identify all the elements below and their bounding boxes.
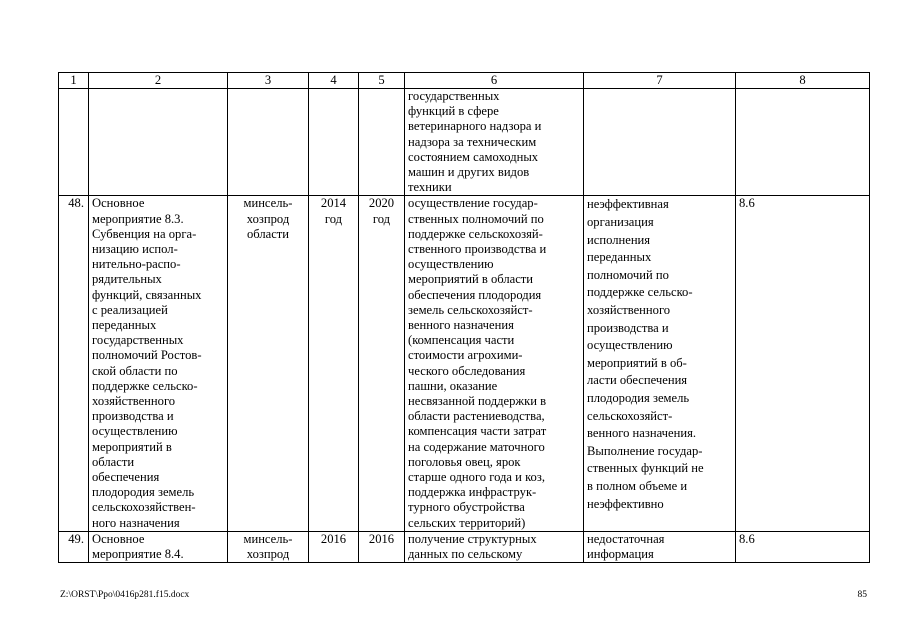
header-cell-4: 4: [309, 73, 359, 89]
header-row: [59, 73, 870, 89]
header-cell-2: 2: [89, 73, 228, 89]
header-cell-8: 8: [736, 73, 870, 89]
expected-result: осуществление государ- ственных полномочий по поддержке сельскохозяй- ственного производства и осуществлению мероприятий в области обеспечения плодородия земель сельскохозяйст- венного назначения (компенсация части стоимости агрохими- ческого обследования пашни, оказание несвязанной поддержки в области растениеводства, компенсация части затрат на содержание маточного поголовья овец, ярок старше одного года и коз, поддержка инфраструк- турного обустройства сельских территорий): [405, 196, 584, 531]
measure-name: Основное мероприятие 8.3. Субвенция на орга- низацию испол- нительно-распо- рядительных функций, связанных с реализацией переданных государственных полномочий Ростов- ской области по поддержке сельско- хозяйственного производства и осуществлению мероприятий в области обеспечения плодородия земель сельскохозяйствен- ного назначения: [89, 196, 228, 531]
measures-table: [58, 72, 870, 563]
executor: минсель- хозпрод области: [228, 196, 309, 531]
page-number: 85: [857, 590, 867, 600]
header-cell-7: 7: [584, 73, 736, 89]
header-cell-3: 3: [228, 73, 309, 89]
start-year: 2014 год: [309, 196, 359, 531]
cont-cell-4: [309, 89, 359, 196]
indicator-link: 8.6: [736, 196, 870, 531]
header-cell-6: 6: [405, 73, 584, 89]
cont-cell-2: [89, 89, 228, 196]
indicator-link: 8.6: [736, 531, 870, 562]
header-cell-5: 5: [359, 73, 405, 89]
consequences: неэффективная организация исполнения переданных полномочий по поддержке сельско- хозяйственного производства и осуществлению мероприятий в об- ласти обеспечения плодородия земель сельскохозяйст- венного назначения. Выполнение государ- ственных функций не в полном объеме и неэффективно: [584, 196, 736, 531]
header-cell-1: 1: [59, 73, 89, 89]
cont-cell-3: [228, 89, 309, 196]
row-number: 49.: [59, 531, 89, 562]
consequences: недостаточная информация: [584, 531, 736, 562]
table-row: [59, 196, 870, 531]
continuation-row: [59, 89, 870, 196]
measure-name: Основное мероприятие 8.4.: [89, 531, 228, 562]
end-year: 2020 год: [359, 196, 405, 531]
file-path-footer: Z:\ORST\Ppo\0416p281.f15.docx: [60, 590, 190, 600]
cont-cell-7: [584, 89, 736, 196]
start-year: 2016: [309, 531, 359, 562]
cont-cell-5: [359, 89, 405, 196]
table-row: [59, 531, 870, 562]
expected-result: получение структурных данных по сельскому: [405, 531, 584, 562]
row-number: 48.: [59, 196, 89, 531]
executor: минсель- хозпрод: [228, 531, 309, 562]
end-year: 2016: [359, 531, 405, 562]
cont-cell-1: [59, 89, 89, 196]
cont-cell-result: государственных функций в сфере ветеринарного надзора и надзора за техническим состоянием самоходных машин и других видов техники: [405, 89, 584, 196]
cont-cell-8: [736, 89, 870, 196]
